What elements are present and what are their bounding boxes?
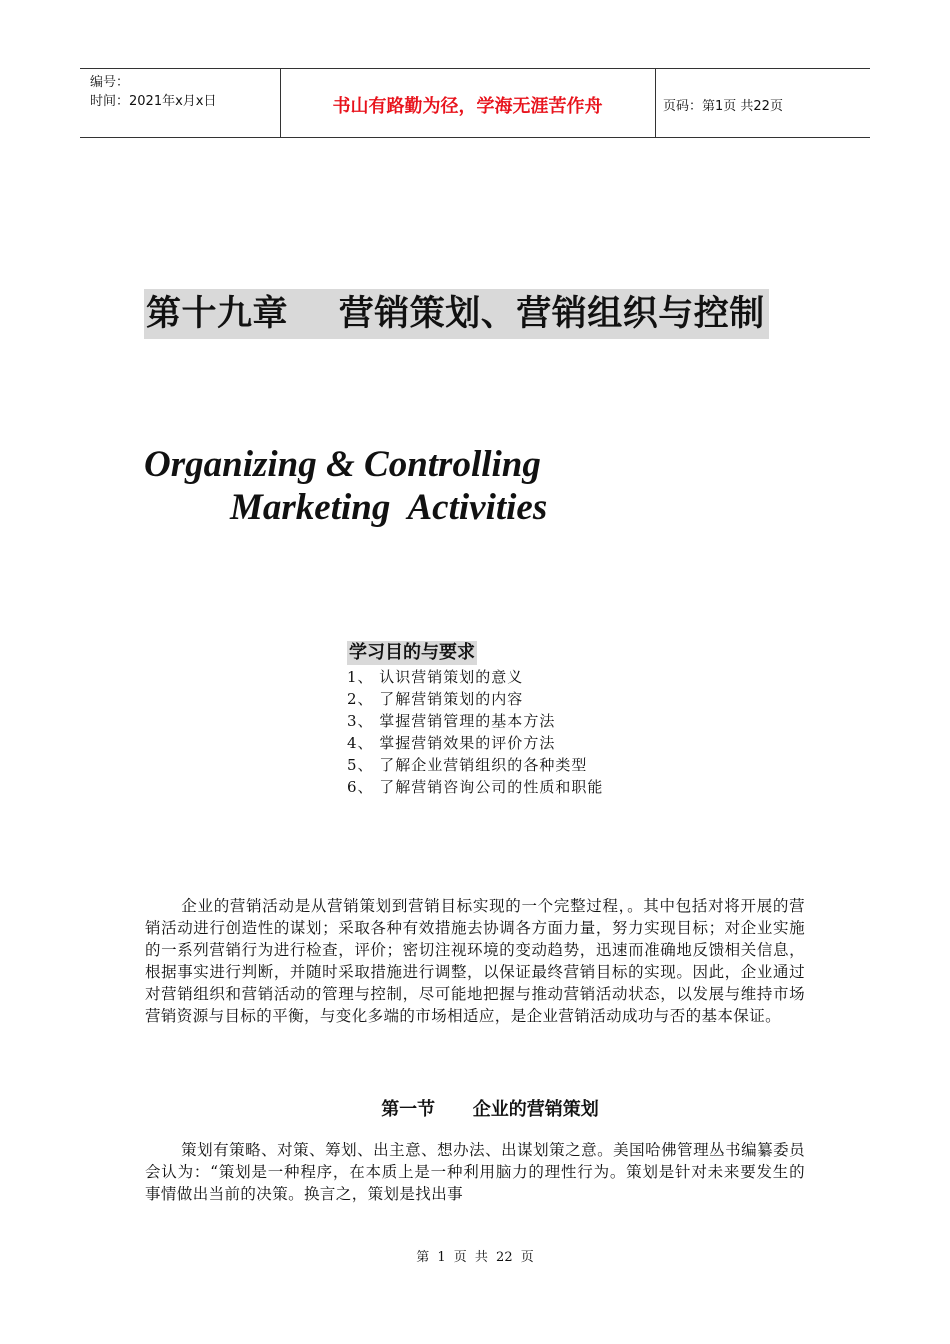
header-motto: 书山有路勤为径，学海无涯苦作舟 — [332, 96, 603, 117]
english-title-line2: Marketing Activities — [230, 487, 548, 528]
list-item: 5、 了解企业营销组织的各种类型 — [347, 756, 588, 774]
section-title: 第一节 企业的营销策划 — [381, 1099, 599, 1120]
intro-paragraph — [145, 895, 805, 1027]
list-item: 1、 认识营销策划的意义 — [347, 668, 524, 686]
objectives-title: 学习目的与要求 — [349, 642, 475, 663]
header-divider — [655, 69, 656, 137]
section-paragraph — [145, 1139, 805, 1205]
time-text: 时间：2021年x月x日 — [90, 94, 217, 109]
chapter-title: 第十九章 营销策划、营销组织与控制 — [144, 289, 769, 339]
document-header — [80, 68, 870, 138]
english-title-line1: Organizing & Controlling — [144, 444, 541, 485]
list-item: 3、 掌握营销管理的基本方法 — [347, 712, 556, 730]
number-label: 编号： — [90, 75, 130, 90]
header-meta — [90, 73, 216, 111]
intro-paragraph-text: 企业的营销活动是从营销策划到营销目标实现的一个完整过程，。其中包括对将开展的营销活动进行创造性的谋划；采取各种有效措施去协调各方面力量，努力实现目标；对企业实施的一系列营销行为进行检查，评价；密切注视环境的变动趋势，迅速而准确地反馈相关信息，根据事实进行判断，并随时采取措施进行调整，以保证最终营销目标的实现。因此，企业通过对营销组织和营销活动的管理与控制，尽可能地把握与推动营销活动状态，以发展与维持市场营销资源与目标的平衡，与变化多端的市场相适应，是企业营销活动成功与否的基本保证。 — [145, 897, 805, 1025]
page-footer: 第 1 页 共 22 页 — [416, 1250, 534, 1265]
list-item: 6、 了解营销咨询公司的性质和职能 — [347, 778, 604, 796]
header-page-info: 页码：第1页 共22页 — [663, 99, 783, 114]
objectives-list — [347, 666, 603, 798]
section-paragraph-text: 策划有策略、对策、筹划、出主意、想办法、出谋划策之意。美国哈佛管理丛书编纂委员会认为：“策划是一种程序，在本质上是一种利用脑力的理性行为。策划是针对未来要发生的事情做出当前的决策。换言之，策划是找出事 — [145, 1141, 805, 1203]
list-item: 4、 掌握营销效果的评价方法 — [347, 734, 556, 752]
list-item: 2、 了解营销策划的内容 — [347, 690, 524, 708]
